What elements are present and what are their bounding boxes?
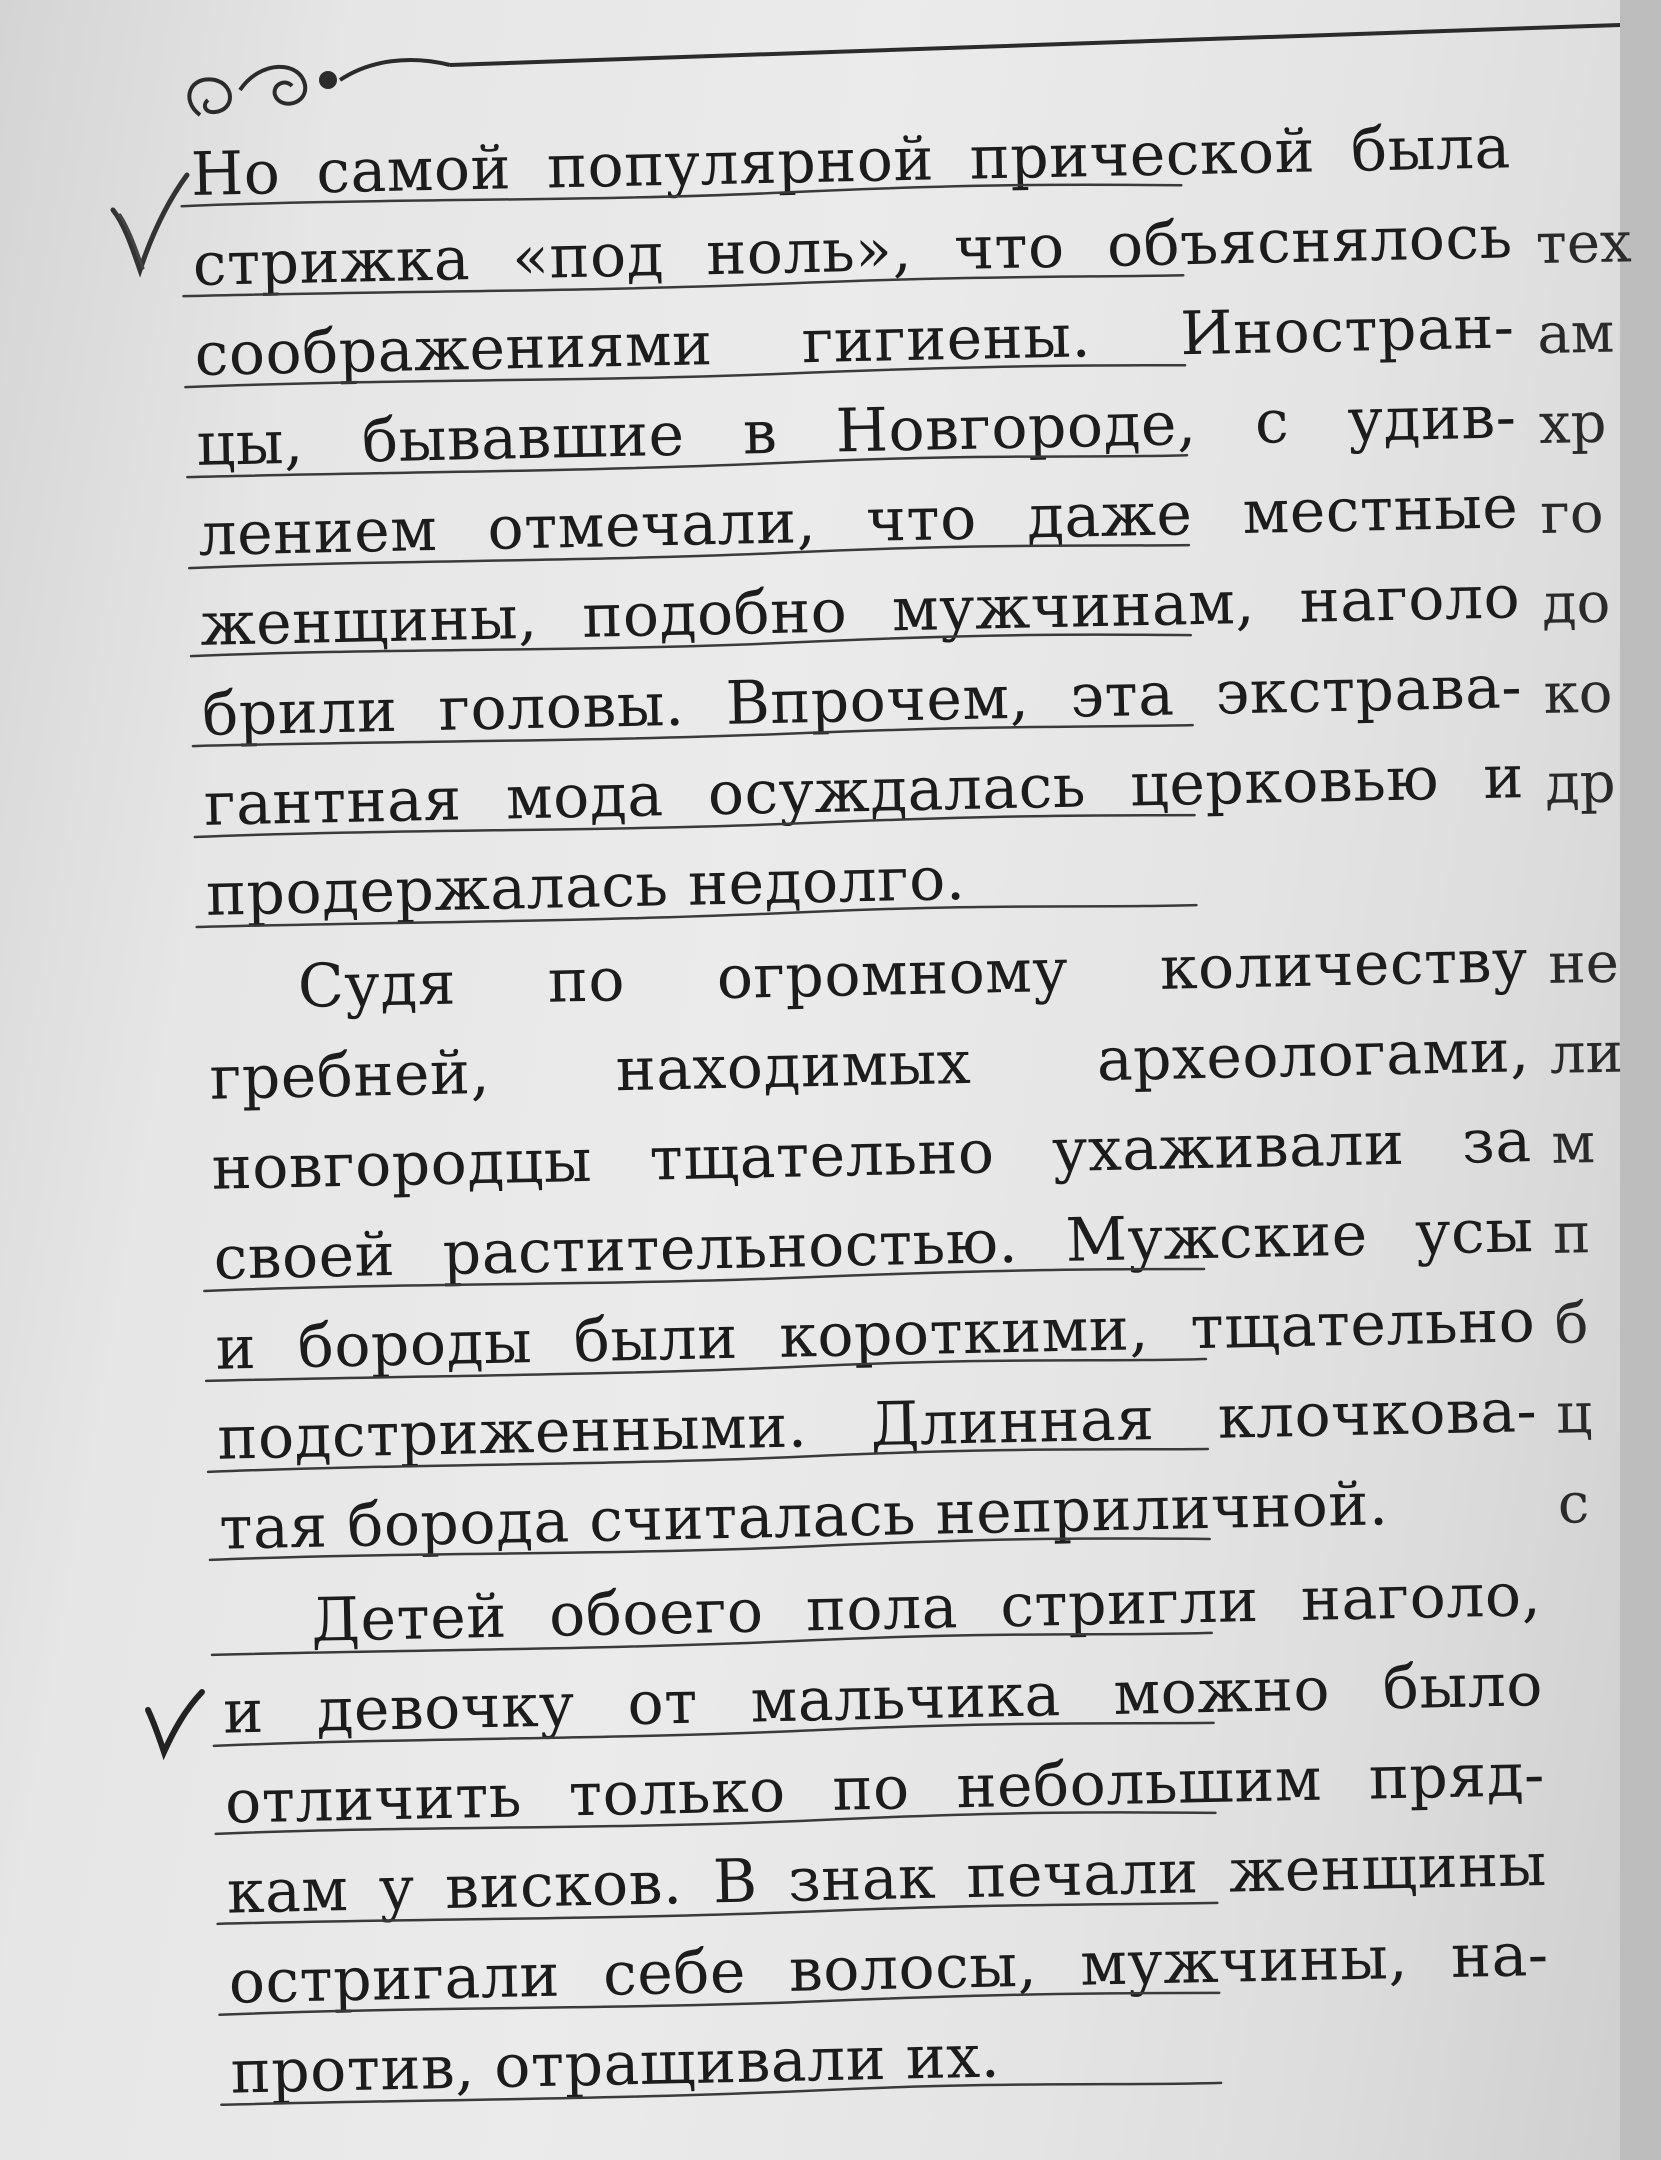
text-line-content: Но самой популярной прической была (190, 112, 1512, 210)
text-line-content: продержалась недолго. (205, 843, 966, 930)
side-fragment: го (1539, 480, 1605, 547)
paragraph (220, 1550, 1551, 2118)
side-fragment: до (1541, 570, 1611, 637)
side-fragment: м (1550, 1111, 1596, 1177)
side-fragment: ли (1549, 1020, 1624, 1087)
side-fragment (1563, 1818, 1655, 1910)
text-line-content: цы, бывавшие в Новгороде, с удив- (195, 382, 1518, 480)
side-fragment (1560, 1638, 1652, 1730)
text-line-content: брили головы. Впрочем, эта экстрава- (201, 652, 1523, 750)
text-line-content: кам у висков. В знак печали женщины (226, 1829, 1548, 1928)
side-fragment: не (1547, 930, 1620, 997)
paragraph (207, 916, 1540, 1574)
text-line-content: новгородцы тщательно ухаживали за (211, 1106, 1533, 1204)
text-line-content: Судя по огромному количеству (297, 926, 1529, 1022)
text-line-content: и бороды были короткими, тщательно (214, 1286, 1536, 1384)
checkmark-icon (140, 1670, 210, 1760)
text-line-content: против, отращивали их. (229, 2021, 1001, 2108)
side-fragment: ам (1536, 300, 1615, 367)
side-fragment: ко (1543, 660, 1613, 727)
text-line-content: своей растительностью. Мужские усы (212, 1196, 1535, 1294)
text-line-content: подстриженными. Длинная клочкова- (216, 1376, 1538, 1474)
checkmark-icon (105, 170, 195, 280)
text-line-content: тая борода считалась неприличной. (218, 1469, 1390, 1564)
side-fragment: др (1544, 750, 1617, 817)
side-fragment: тех (1535, 210, 1633, 277)
side-fragment: п (1552, 1201, 1591, 1267)
text-line-content: женщины, подобно мужчинам, наголо (199, 562, 1521, 660)
side-fragment (1559, 1548, 1651, 1640)
text-line-content: гантная мода осуждалась церковью и (203, 742, 1525, 840)
text-line-content: стрижка «под ноль», что объяснялось (192, 202, 1514, 300)
text-line-content: и девочку от мальчика можно было (222, 1650, 1544, 1748)
side-fragment: хр (1538, 390, 1607, 457)
text-line-content: лением отмечали, что даже местные (197, 472, 1519, 570)
text-line-content: гребней, находимых археологами, (209, 1016, 1531, 1114)
text-line-content: остригали себе волосы, мужчины, на- (228, 1919, 1550, 2018)
side-fragment: с (1557, 1471, 1590, 1537)
body-text (190, 102, 1551, 2121)
text-line-content: отличить только по небольшим пряд- (224, 1739, 1546, 1838)
side-fragment (1562, 1728, 1654, 1820)
side-fragment: ц (1555, 1381, 1593, 1447)
text-line-content: Детей обоего пола стригли наголо, (310, 1560, 1542, 1656)
paragraph (190, 102, 1527, 939)
side-fragment: б (1554, 1291, 1589, 1357)
text-line-content: соображениями гигиены. Иностран- (193, 292, 1516, 390)
side-fragment (1546, 828, 1638, 920)
adjacent-page-column (1535, 198, 1655, 1909)
